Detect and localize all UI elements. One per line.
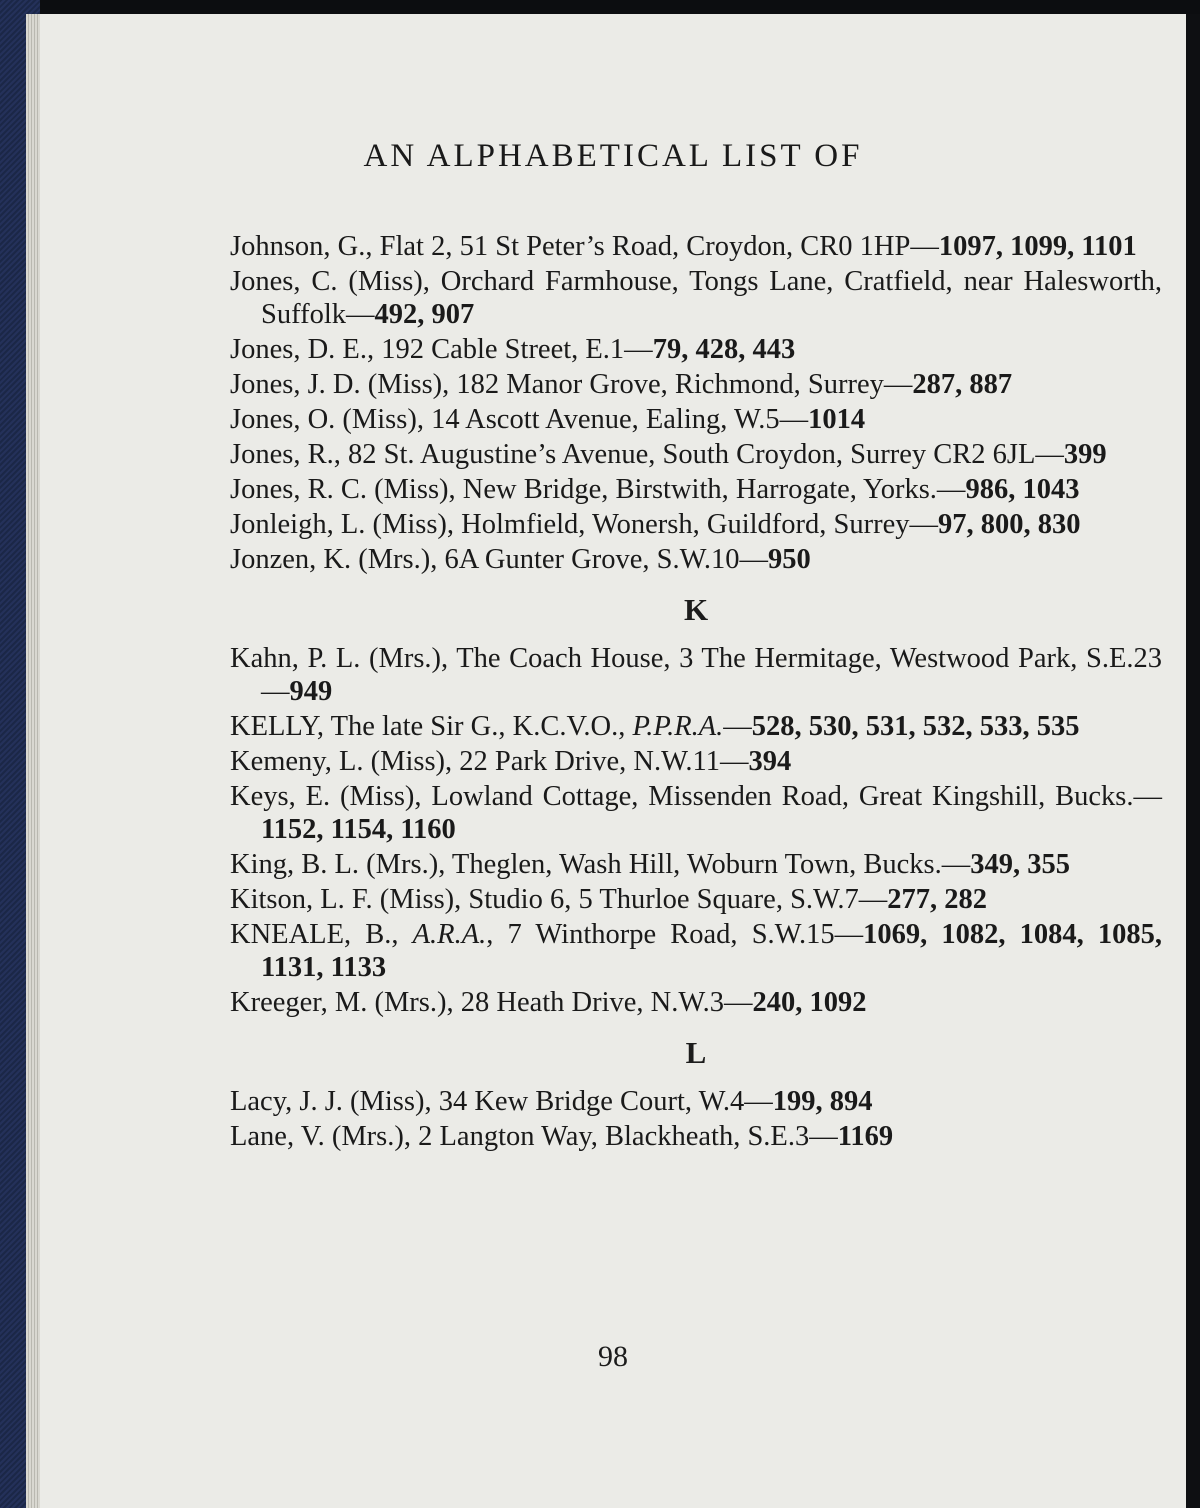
entry-address: KELLY, The late Sir G., K.C.V.O., bbox=[230, 711, 633, 742]
entry-page-refs: 528, 530, 531, 532, 533, 535 bbox=[751, 711, 1080, 742]
entry-address: Kahn, P. L. (Mrs.), The Coach House, 3 The Hermitage, Westwood Park, S.E.23— bbox=[230, 643, 1162, 707]
entry-page-refs: 1169 bbox=[837, 1121, 894, 1152]
entry-page-refs: 399 bbox=[1063, 439, 1107, 470]
entry-page-refs: 949 bbox=[289, 676, 333, 707]
top-shadow bbox=[0, 0, 1200, 14]
entry-address: King, B. L. (Mrs.), Theglen, Wash Hill, Woburn Town, Bucks.— bbox=[230, 849, 971, 880]
entry-address: Kemeny, L. (Miss), 22 Park Drive, N.W.11— bbox=[230, 746, 749, 777]
list-entry bbox=[230, 543, 1162, 576]
entry-address: Lane, V. (Mrs.), 2 Langton Way, Blackheath, S.E.3— bbox=[230, 1121, 838, 1152]
entry-address: Jones, J. D. (Miss), 182 Manor Grove, Richmond, Surrey— bbox=[230, 369, 913, 400]
list-entry bbox=[230, 1085, 1162, 1118]
list-entry bbox=[230, 883, 1162, 916]
entry-address: Jones, C. (Miss), Orchard Farmhouse, Tongs Lane, Cratfield, near Halesworth, Suffolk— bbox=[230, 266, 1162, 330]
list-entry bbox=[230, 745, 1162, 778]
entry-page-refs: 79, 428, 443 bbox=[652, 334, 796, 365]
page-number: 98 bbox=[598, 1340, 628, 1373]
entry-page-refs: 277, 282 bbox=[887, 884, 987, 915]
entry-list bbox=[230, 230, 1162, 1155]
entry-title: A.R.A. bbox=[412, 919, 487, 950]
entry-address: KNEALE, B., bbox=[230, 919, 413, 950]
entry-page-refs: 1014 bbox=[808, 404, 866, 435]
entry-address: Kitson, L. F. (Miss), Studio 6, 5 Thurloe Square, S.W.7— bbox=[230, 884, 888, 915]
list-entry bbox=[230, 710, 1162, 743]
entry-address: Jones, O. (Miss), 14 Ascott Avenue, Ealing, W.5— bbox=[230, 404, 809, 435]
entry-page-refs: 1069, 1082, 1084, 1085, 1131, 1133 bbox=[261, 919, 1162, 983]
entry-page-refs: 97, 800, 830 bbox=[938, 509, 1081, 540]
list-entry bbox=[230, 918, 1162, 984]
entry-address-cont: — bbox=[723, 711, 752, 742]
list-entry bbox=[230, 368, 1162, 401]
list-entry bbox=[230, 333, 1162, 366]
entry-page-refs: 492, 907 bbox=[374, 299, 475, 330]
entry-page-refs: 950 bbox=[768, 544, 811, 575]
entry-page-refs: 986, 1043 bbox=[965, 474, 1080, 505]
list-entry bbox=[230, 986, 1162, 1019]
entry-address: Keys, E. (Miss), Lowland Cottage, Missenden Road, Great Kingshill, Bucks.— bbox=[230, 781, 1162, 812]
list-entry bbox=[230, 403, 1162, 436]
book-page bbox=[40, 14, 1186, 1508]
entry-page-refs: 287, 887 bbox=[912, 369, 1013, 400]
list-entry bbox=[230, 230, 1162, 263]
entry-address: Johnson, G., Flat 2, 51 St Peter’s Road, Croydon, CR0 1HP— bbox=[230, 231, 939, 262]
list-entry bbox=[230, 642, 1162, 708]
list-entry bbox=[230, 1120, 1162, 1153]
entry-address: Jones, R. C. (Miss), New Bridge, Birstwith, Harrogate, Yorks.— bbox=[230, 474, 966, 505]
entry-page-refs: 199, 894 bbox=[772, 1086, 873, 1117]
entry-address-cont: , 7 Winthorpe Road, S.W.15— bbox=[486, 919, 864, 950]
entry-address: Jones, R., 82 St. Augustine’s Avenue, South Croydon, Surrey CR2 6JL— bbox=[230, 439, 1064, 470]
entry-address: Kreeger, M. (Mrs.), 28 Heath Drive, N.W.3— bbox=[230, 987, 753, 1018]
entry-page-refs: 1097, 1099, 1101 bbox=[938, 231, 1137, 262]
list-entry bbox=[230, 508, 1162, 541]
list-entry bbox=[230, 265, 1162, 331]
entry-title: P.P.R.A. bbox=[632, 711, 724, 742]
list-entry bbox=[230, 473, 1162, 506]
entry-address: Jonleigh, L. (Miss), Holmfield, Wonersh, Guildford, Surrey— bbox=[230, 509, 939, 540]
section-letter: K bbox=[683, 592, 709, 627]
entry-page-refs: 1152, 1154, 1160 bbox=[261, 814, 456, 845]
entry-address: Lacy, J. J. (Miss), 34 Kew Bridge Court, W.4— bbox=[230, 1086, 773, 1117]
entry-address: Jones, D. E., 192 Cable Street, E.1— bbox=[230, 334, 653, 365]
list-entry bbox=[230, 780, 1162, 846]
page-heading: AN ALPHABETICAL LIST OF bbox=[363, 138, 863, 174]
entry-address: Jonzen, K. (Mrs.), 6A Gunter Grove, S.W.10— bbox=[230, 544, 769, 575]
list-entry bbox=[230, 848, 1162, 881]
background-right bbox=[1186, 14, 1200, 1508]
entry-page-refs: 240, 1092 bbox=[752, 987, 867, 1018]
entry-page-refs: 394 bbox=[748, 746, 792, 777]
entry-page-refs: 349, 355 bbox=[970, 849, 1070, 880]
list-entry bbox=[230, 438, 1162, 471]
section-letter: L bbox=[685, 1035, 707, 1070]
